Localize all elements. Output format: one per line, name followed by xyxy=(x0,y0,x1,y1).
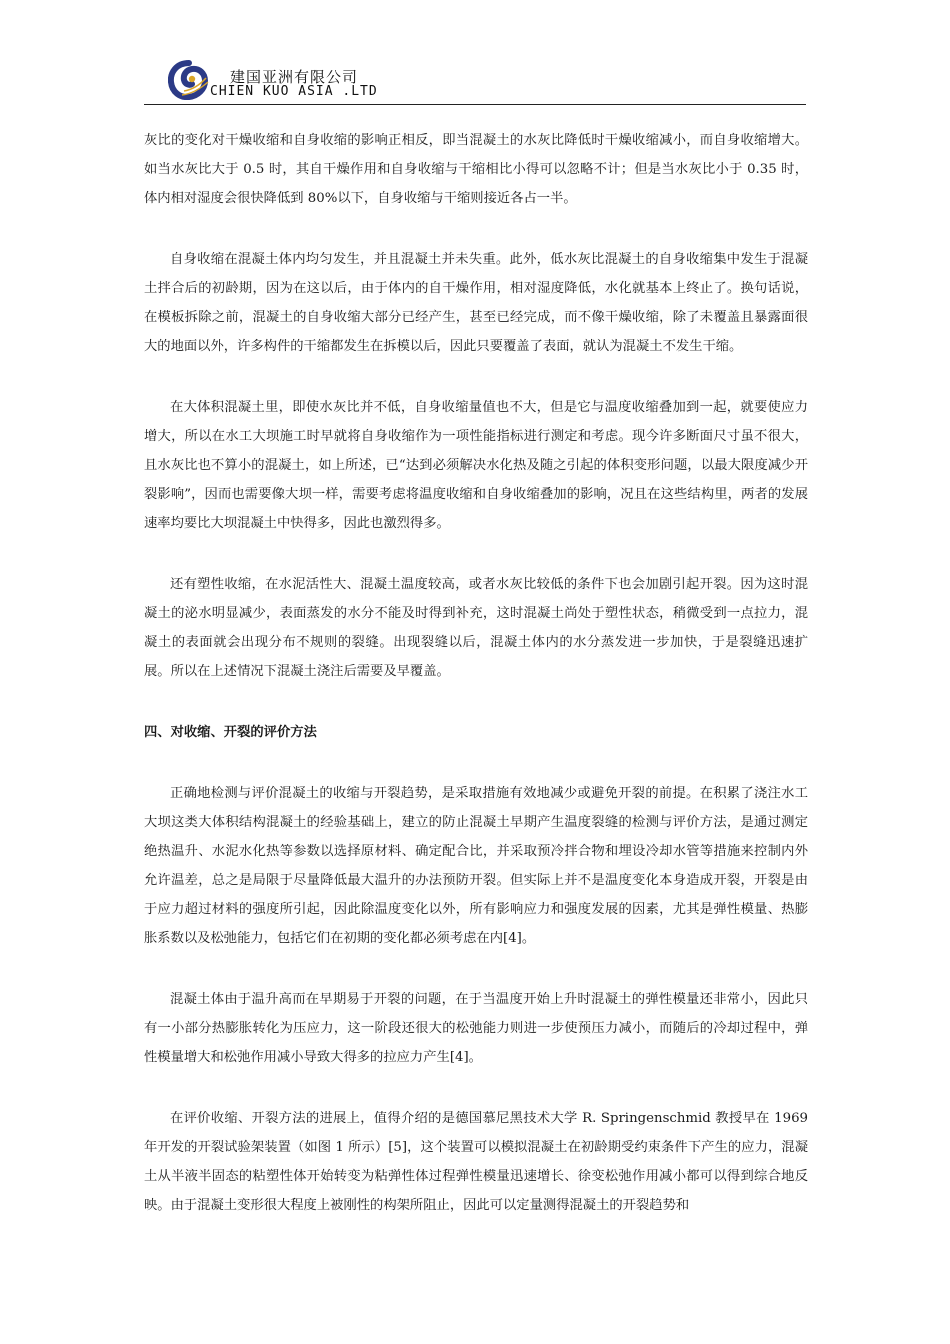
document-body xyxy=(144,126,808,1252)
page-header xyxy=(144,58,806,105)
company-name-chinese: 建国亚洲有限公司 xyxy=(230,68,359,86)
nautilus-shell-logo-icon xyxy=(168,60,210,100)
paragraph-2: 自身收缩在混凝土体内均匀发生，并且混凝土并未失重。此外，低水灰比混凝土的自身收缩集中发生于混凝土拌合后的初龄期，因为在这以后，由于体内的自干燥作用，相对湿度降低，水化就基本上终止了。换句话说，在模板拆除之前，混凝土的自身收缩大部分已经产生，甚至已经完成，而不像干燥收缩，除了未覆盖且暴露面很大的地面以外，许多构件的干缩都发生在拆模以后，因此只要覆盖了表面，就认为混凝土不发生干缩。 xyxy=(144,252,808,354)
paragraph-1: 灰比的变化对干燥收缩和自身收缩的影响正相反，即当混凝土的水灰比降低时干燥收缩减小，而自身收缩增大。如当水灰比大于 0.5 时，其自干燥作用和自身收缩与干缩相比小得可以忽略不计；但是当水灰比小于 0.35 时，体内相对湿度会很快降低到 80%以下，自身收缩与干缩则接近各占一半。 xyxy=(144,133,808,206)
paragraph-3: 在大体积混凝土里，即使水灰比并不低，自身收缩量值也不大，但是它与温度收缩叠加到一起，就要使应力增大，所以在水工大坝施工时早就将自身收缩作为一项性能指标进行测定和考虑。现今许多断面尺寸虽不很大，且水灰比也不算小的混凝土，如上所述，已“达到必须解决水化热及随之引起的体积变形问题，以最大限度减少开裂影响”，因而也需要像大坝一样，需要考虑将温度收缩和自身收缩叠加的影响，况且在这些结构里，两者的发展速率均要比大坝混凝土中快得多，因此也激烈得多。 xyxy=(144,400,808,531)
paragraph-7: 在评价收缩、开裂方法的进展上，值得介绍的是德国慕尼黑技术大学 R. Springenschmid 教授早在 1969 年开发的开裂试验架装置（如图 1 所示）[5]，这个装置可以模拟混凝土在初龄期受约束条件下产生的应力，混凝土从半液半固态的粘塑性体开始转变为粘弹性体过程弹性模量迅速增长、徐变松弛作用减小都可以得到综合地反映。由于混凝土变形很大程度上被刚性的构架所阻止，因此可以定量测得混凝土的开裂趋势和 xyxy=(144,1111,808,1213)
paragraph-4: 还有塑性收缩，在水泥活性大、混凝土温度较高，或者水灰比较低的条件下也会加剧引起开裂。因为这时混凝土的泌水明显减少，表面蒸发的水分不能及时得到补充，这时混凝土尚处于塑性状态，稍微受到一点拉力，混凝土的表面就会出现分布不规则的裂缝。出现裂缝以后，混凝土体内的水分蒸发进一步加快，于是裂缝迅速扩展。所以在上述情况下混凝土浇注后需要及早覆盖。 xyxy=(144,577,808,679)
company-name-english: CHIEN KUO ASIA .LTD xyxy=(210,84,378,99)
section-heading: 四、对收缩、开裂的评价方法 xyxy=(144,725,317,740)
paragraph-6: 混凝土体由于温升高而在早期易于开裂的问题，在于当温度开始上升时混凝土的弹性模量还非常小，因此只有一小部分热膨胀转化为压应力，这一阶段还很大的松弛能力则进一步使预压力减小，而随后的冷却过程中，弹性模量增大和松弛作用减小导致大得多的拉应力产生[4]。 xyxy=(144,992,808,1065)
paragraph-5: 正确地检测与评价混凝土的收缩与开裂趋势，是采取措施有效地减少或避免开裂的前提。在积累了浇注水工大坝这类大体积结构混凝土的经验基础上，建立的防止混凝土早期产生温度裂缝的检测与评价方法，是通过测定绝热温升、水泥水化热等参数以选择原材料、确定配合比，并采取预冷拌合物和埋设冷却水管等措施来控制内外允许温差，总之是局限于尽量降低最大温升的办法预防开裂。但实际上并不是温度变化本身造成开裂，开裂是由于应力超过材料的强度所引起，因此除温度变化以外，所有影响应力和强度发展的因素，尤其是弹性模量、热膨胀系数以及松弛能力，包括它们在初期的变化都必须考虑在内[4]。 xyxy=(144,786,808,946)
